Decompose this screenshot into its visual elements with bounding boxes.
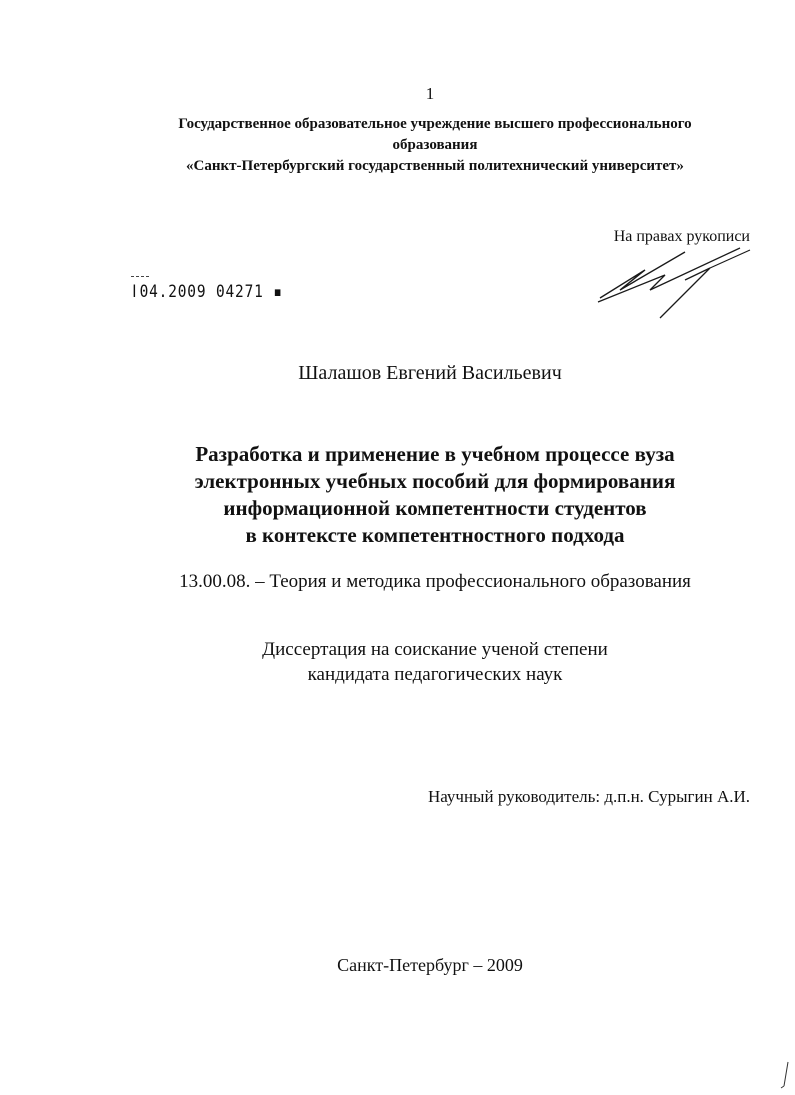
library-stamp-code [130,282,283,302]
title-line-3: информационной компетентности студентов [223,496,647,520]
stamp-bar-icon: ǀ [130,282,140,302]
city-and-year: Санкт-Петербург – 2009 [337,955,523,975]
scientific-supervisor: Научный руководитель: д.п.н. Сурыгин А.И. [427,787,750,806]
institution-line-2: образования [392,137,478,153]
title-line-1: Разработка и применение в учебном процессе вуза [195,442,675,466]
institution-line-3: «Санкт-Петербургский государственный политехнический университет» [186,158,684,174]
corner-scan-mark [778,1060,792,1090]
title-line-4: в контексте компетентностного подхода [245,523,625,547]
rights-note: На правах рукописи [613,228,750,245]
stamp-mark [131,275,149,278]
stamp-tick-icon: ▪ [263,282,283,302]
stamp-code-text: 04.2009 04271 [139,282,264,302]
institution-header [100,114,770,177]
degree-line-2: кандидата педагогических наук [307,664,563,685]
handwritten-signature [590,240,760,320]
author-name: Шалашов Евгений Васильевич [298,362,562,384]
degree-statement [100,637,770,687]
specialty-code: 13.00.08. – Теория и методика профессионального образования [179,571,691,592]
dissertation-title [100,441,770,549]
institution-line-1: Государственное образовательное учреждение высшего профессионального [178,116,692,132]
title-line-2: электронных учебных пособий для формирования [194,469,676,493]
degree-line-1: Диссертация на соискание ученой степени [262,639,608,660]
page-number: 1 [425,84,435,103]
